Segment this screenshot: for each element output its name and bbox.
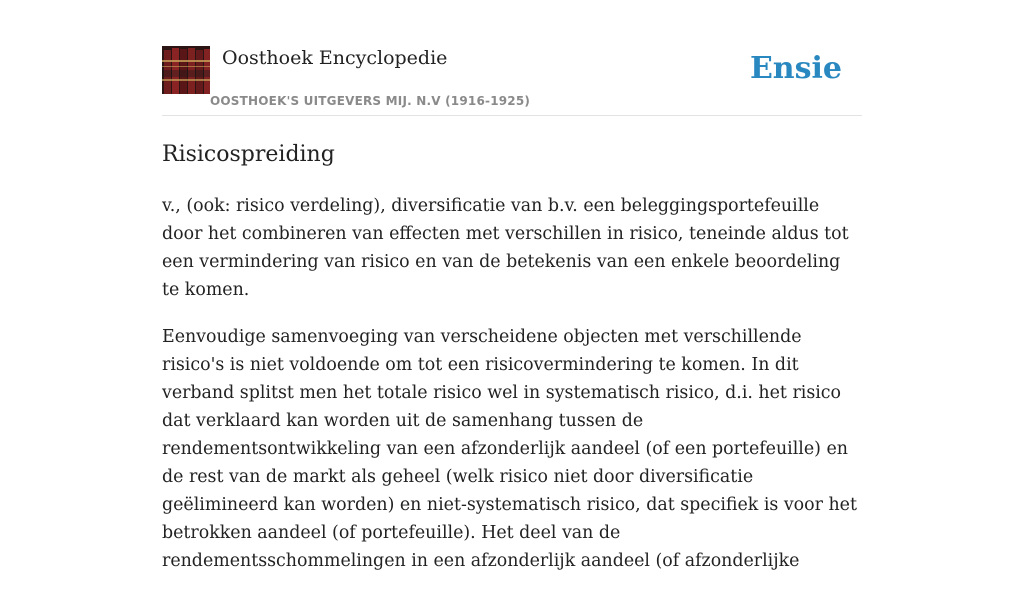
article-body: [162, 192, 862, 594]
article-paragraph: Eenvoudige samenvoeging van verscheidene objecten met verschillende risico's is niet voldoende om tot een risicovermindering te komen. In dit verband splitst men het totale risico wel in systematisch risico, d.i. het risico dat verklaard kan worden uit de samenhang tussen de rendementsontwikkeling van een afzonderlijk aandeel (of een portefeuille) en de rest van de markt als geheel (welk risico niet door diversificatie geëlimineerd kan worden) en niet-systematisch risico, dat specifiek is voor het betrokken aandeel (of portefeuille). Het deel van de rendementsschommelingen in een afzonderlijk aandeel (of afzonderlijke: [162, 327, 857, 571]
ensie-logo[interactable]: Ensie: [749, 51, 842, 86]
site-subtitle: OOSTHOEK'S UITGEVERS MIJ. N.V (1916-1925): [210, 94, 531, 108]
article-title: Risicospreiding: [162, 142, 335, 167]
site-title[interactable]: Oosthoek Encyclopedie: [222, 47, 448, 69]
main-content: [162, 0, 862, 571]
article-paragraph: v., (ook: risico verdeling), diversificatie van b.v. een beleggingsportefeuille door het combineren van effecten met verschillen in risico, teneinde aldus tot een vermindering van risico en van de betekenis van een enkele beoordeling te komen.: [162, 196, 849, 300]
site-header: [162, 0, 862, 116]
encyclopedia-books-icon[interactable]: [162, 46, 210, 94]
